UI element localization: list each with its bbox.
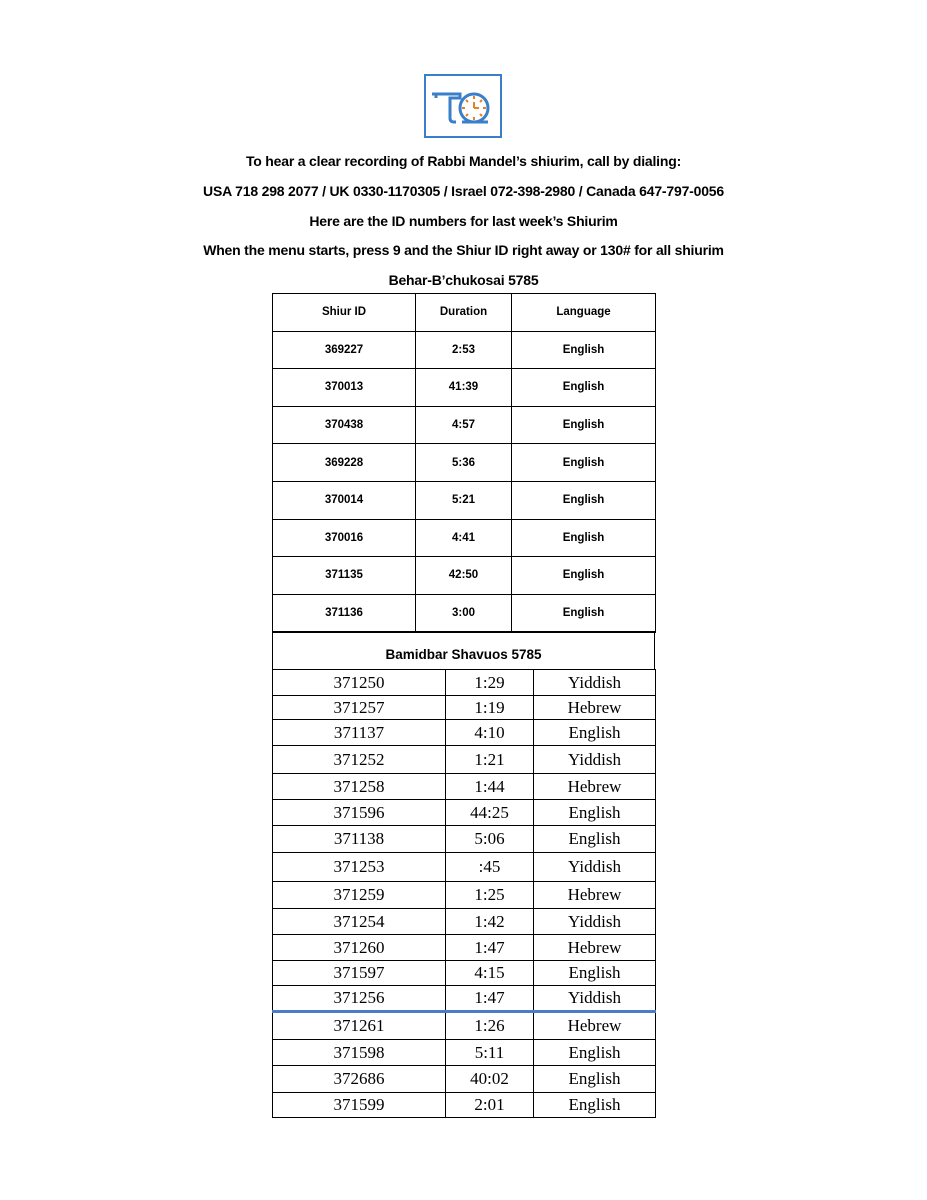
- language-cell: English: [534, 961, 656, 986]
- menu-instructions-line: When the menu starts, press 9 and the Shiur ID right away or 130# for all shiurim: [203, 242, 724, 258]
- duration-cell: :45: [446, 853, 534, 882]
- shiur-id-cell: 369227: [273, 331, 416, 369]
- table-row: [273, 1040, 656, 1066]
- language-cell: English: [534, 1040, 656, 1066]
- table-row: [273, 444, 656, 482]
- language-cell: Hebrew: [534, 935, 656, 961]
- table-row: [273, 331, 656, 369]
- column-header: Shiur ID: [273, 294, 416, 332]
- shiurim-table-2: [272, 669, 656, 1118]
- language-cell: Yiddish: [534, 909, 656, 935]
- table-row: [273, 961, 656, 986]
- table-row: [273, 935, 656, 961]
- duration-cell: 2:01: [446, 1093, 534, 1118]
- shiur-id-cell: 371254: [273, 909, 446, 935]
- duration-cell: 3:00: [416, 594, 512, 632]
- table-row: [273, 1093, 656, 1118]
- language-cell: English: [534, 800, 656, 826]
- language-cell: English: [534, 1066, 656, 1093]
- shiur-id-cell: 370014: [273, 481, 416, 519]
- language-cell: English: [534, 1093, 656, 1118]
- table-row: [273, 746, 656, 774]
- table-row: [273, 826, 656, 853]
- shiur-id-cell: 370438: [273, 406, 416, 444]
- instruction-line: To hear a clear recording of Rabbi Mandel’s shiurim, call by dialing:: [245, 153, 682, 169]
- table-row: [273, 720, 656, 746]
- logo: [424, 74, 502, 138]
- duration-cell: 4:15: [446, 961, 534, 986]
- shiur-id-cell: 371137: [273, 720, 446, 746]
- column-header: Language: [512, 294, 656, 332]
- language-cell: English: [512, 557, 656, 595]
- shiur-id-cell: 369228: [273, 444, 416, 482]
- table-row: [273, 369, 656, 407]
- language-cell: English: [512, 369, 656, 407]
- language-cell: English: [534, 720, 656, 746]
- duration-cell: 1:47: [446, 935, 534, 961]
- table-row: [273, 696, 656, 720]
- table-row: [273, 1012, 656, 1040]
- language-cell: Hebrew: [534, 1012, 656, 1040]
- table-row: [273, 1066, 656, 1093]
- duration-cell: 5:36: [416, 444, 512, 482]
- duration-cell: 41:39: [416, 369, 512, 407]
- column-header: Duration: [416, 294, 512, 332]
- language-cell: Yiddish: [534, 986, 656, 1012]
- shiur-id-cell: 371250: [273, 670, 446, 696]
- shiur-id-cell: 371261: [273, 1012, 446, 1040]
- shiur-id-cell: 371260: [273, 935, 446, 961]
- duration-cell: 1:42: [446, 909, 534, 935]
- shiur-id-cell: 372686: [273, 1066, 446, 1093]
- duration-cell: 1:19: [446, 696, 534, 720]
- duration-cell: 5:11: [446, 1040, 534, 1066]
- shiur-id-cell: 371136: [273, 594, 416, 632]
- duration-cell: 1:25: [446, 882, 534, 909]
- language-cell: English: [512, 406, 656, 444]
- duration-cell: 2:53: [416, 331, 512, 369]
- duration-cell: 4:10: [446, 720, 534, 746]
- shiur-id-cell: 371256: [273, 986, 446, 1012]
- shiur-id-cell: 371257: [273, 696, 446, 720]
- duration-cell: 1:47: [446, 986, 534, 1012]
- table-row: [273, 670, 656, 696]
- table-row: [273, 594, 656, 632]
- shiur-id-cell: 371599: [273, 1093, 446, 1118]
- shiur-id-cell: 371252: [273, 746, 446, 774]
- table-row: [273, 557, 656, 595]
- table-row: [273, 853, 656, 882]
- table-row: [273, 882, 656, 909]
- duration-cell: 4:41: [416, 519, 512, 557]
- language-cell: Yiddish: [534, 853, 656, 882]
- shiur-id-cell: 371258: [273, 774, 446, 800]
- table-row: [273, 986, 656, 1012]
- shiur-id-cell: 371135: [273, 557, 416, 595]
- phone-numbers-line: USA 718 298 2077 / UK 0330-1170305 / Israel 072-398-2980 / Canada 647-797-0056: [203, 183, 724, 199]
- duration-cell: 4:57: [416, 406, 512, 444]
- duration-cell: 5:06: [446, 826, 534, 853]
- language-cell: English: [534, 826, 656, 853]
- table-row: [273, 774, 656, 800]
- language-cell: English: [512, 594, 656, 632]
- section2-title: Bamidbar Shavuos 5785: [272, 633, 655, 669]
- language-cell: English: [512, 519, 656, 557]
- table-row: [273, 519, 656, 557]
- table-row: [273, 406, 656, 444]
- shiur-id-cell: 371598: [273, 1040, 446, 1066]
- language-cell: English: [512, 481, 656, 519]
- duration-cell: 1:21: [446, 746, 534, 774]
- section1-title: Behar-B’chukosai 5785: [388, 272, 539, 288]
- id-intro-line: Here are the ID numbers for last week’s Shiurim: [309, 213, 618, 229]
- language-cell: Yiddish: [534, 746, 656, 774]
- language-cell: Hebrew: [534, 774, 656, 800]
- duration-cell: 1:44: [446, 774, 534, 800]
- shiur-id-cell: 371597: [273, 961, 446, 986]
- language-cell: English: [512, 444, 656, 482]
- duration-cell: 40:02: [446, 1066, 534, 1093]
- duration-cell: 1:29: [446, 670, 534, 696]
- shiur-id-cell: 371596: [273, 800, 446, 826]
- shiur-id-cell: 371259: [273, 882, 446, 909]
- duration-cell: 5:21: [416, 481, 512, 519]
- table-header-row: [273, 294, 656, 332]
- table-row: [273, 909, 656, 935]
- language-cell: English: [512, 331, 656, 369]
- table-row: [273, 481, 656, 519]
- shiur-id-cell: 371253: [273, 853, 446, 882]
- language-cell: Yiddish: [534, 670, 656, 696]
- duration-cell: 44:25: [446, 800, 534, 826]
- duration-cell: 42:50: [416, 557, 512, 595]
- language-cell: Hebrew: [534, 696, 656, 720]
- shiur-id-cell: 371138: [273, 826, 446, 853]
- duration-cell: 1:26: [446, 1012, 534, 1040]
- language-cell: Hebrew: [534, 882, 656, 909]
- table-row: [273, 800, 656, 826]
- shiur-id-cell: 370013: [273, 369, 416, 407]
- shiur-id-cell: 370016: [273, 519, 416, 557]
- shiurim-table-1: [272, 293, 656, 633]
